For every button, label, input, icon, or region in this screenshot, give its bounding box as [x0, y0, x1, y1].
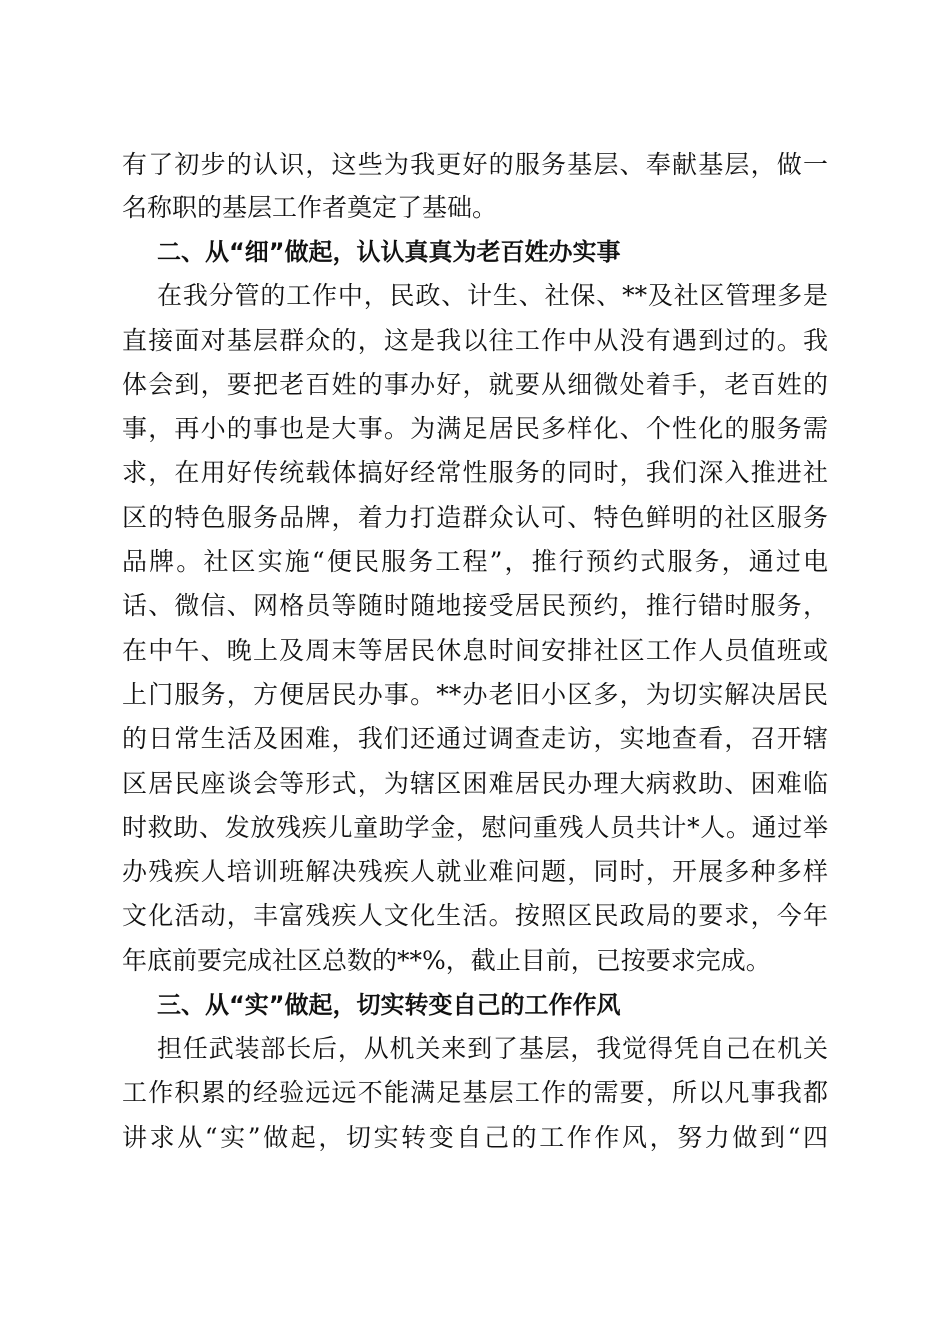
paragraph-line: 有了初步的认识，这些为我更好的服务基层、奉献基层，做一	[122, 150, 828, 179]
paragraph-line: 事，再小的事也是大事。为满足居民多样化、个性化的服务需	[122, 414, 828, 443]
paragraph-line: 文化活动，丰富残疾人文化生活。按照区民政局的要求，今年	[122, 901, 828, 930]
paragraph-line: 在我分管的工作中，民政、计生、社保、**及社区管理多是	[157, 281, 828, 310]
paragraph-line: 年底前要完成社区总数的**%，截止目前，已按要求完成。	[122, 946, 771, 975]
paragraph-line: 上门服务，方便居民办事。**办老旧小区多，为切实解决居民	[122, 680, 828, 709]
paragraph-line: 时救助、发放残疾儿童助学金，慰问重残人员共计*人。通过举	[122, 813, 828, 842]
paragraph-line: 的日常生活及困难，我们还通过调查走访，实地查看，召开辖	[122, 724, 828, 753]
paragraph-line: 区居民座谈会等形式，为辖区困难居民办理大病救助、困难临	[122, 769, 828, 798]
paragraph-line: 办残疾人培训班解决残疾人就业难问题，同时，开展多种多样	[122, 857, 828, 886]
paragraph-line: 品牌。社区实施“便民服务工程”，推行预约式服务，通过电	[122, 547, 828, 576]
section-heading-2: 二、从“细”做起，认认真真为老百姓办实事	[157, 238, 621, 266]
paragraph-line: 讲求从“实”做起，切实转变自己的工作作风，努力做到“四	[122, 1123, 828, 1152]
paragraph-line: 直接面对基层群众的，这是我以往工作中从没有遇到过的。我	[122, 326, 828, 355]
paragraph-line: 担任武装部长后，从机关来到了基层，我觉得凭自己在机关	[157, 1034, 828, 1063]
paragraph-line: 求，在用好传统载体搞好经常性服务的同时，我们深入推进社	[122, 458, 828, 487]
paragraph-line: 体会到，要把老百姓的事办好，就要从细微处着手，老百姓的	[122, 370, 828, 399]
paragraph-line: 名称职的基层工作者奠定了基础。	[122, 193, 498, 222]
paragraph-line: 工作积累的经验远远不能满足基层工作的需要，所以凡事我都	[122, 1078, 828, 1107]
section-heading-3: 三、从“实”做起，切实转变自己的工作作风	[157, 991, 621, 1019]
paragraph-line: 在中午、晚上及周末等居民休息时间安排社区工作人员值班或	[122, 636, 828, 665]
paragraph-line: 话、微信、网格员等随时随地接受居民预约，推行错时服务，	[122, 591, 828, 620]
paragraph-line: 区的特色服务品牌，着力打造群众认可、特色鲜明的社区服务	[122, 503, 828, 532]
